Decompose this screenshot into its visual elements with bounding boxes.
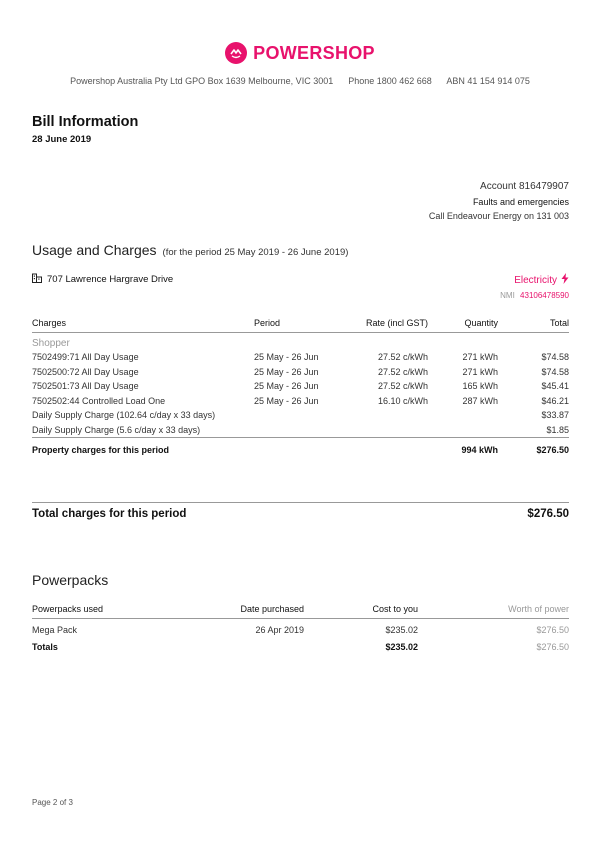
charge-total: $45.41: [541, 381, 569, 392]
charge-quantity: 165 kWh: [462, 381, 498, 392]
summary-total: $276.50: [498, 438, 569, 459]
col-worth: Worth of power: [418, 602, 569, 619]
page-number: Page 2 of 3: [32, 798, 73, 807]
charge-name: 7502501:73 All Day Usage: [32, 381, 139, 392]
company-abn: ABN 41 154 914 075: [446, 76, 530, 86]
charges-header-row: [32, 316, 569, 333]
fuel-type: [514, 273, 569, 287]
charge-rate: 27.52 c/kWh: [377, 381, 428, 392]
fuel-label: Electricity: [514, 274, 557, 286]
building-icon: [32, 273, 42, 286]
charge-period: 25 May - 26 Jun: [254, 352, 319, 363]
lightning-icon: [561, 273, 569, 287]
charge-rate: 27.52 c/kWh: [377, 352, 428, 363]
total-value: $276.50: [527, 508, 569, 520]
address-text: 707 Lawrence Hargrave Drive: [47, 274, 174, 285]
company-info: [0, 76, 600, 86]
powerpacks-header-row: [32, 602, 569, 619]
col-period: Period: [254, 316, 336, 333]
charge-name: 7502500:72 All Day Usage: [32, 366, 139, 377]
charge-name: 7502499:71 All Day Usage: [32, 352, 139, 363]
property-summary-row: [32, 438, 569, 459]
charge-total: $74.58: [541, 352, 569, 363]
property-address: [32, 273, 173, 286]
charge-period: 25 May - 26 Jun: [254, 366, 319, 377]
charge-total: $33.87: [541, 410, 569, 421]
usage-section-title: [32, 242, 348, 258]
col-charges: Charges: [32, 316, 254, 333]
table-row: [32, 394, 569, 409]
table-row: [32, 423, 569, 438]
col-quantity: Quantity: [428, 316, 498, 333]
charge-quantity: 287 kWh: [462, 395, 498, 406]
totals-cost: $235.02: [385, 641, 418, 652]
usage-title: Usage and Charges: [32, 242, 157, 258]
plan-group-row: [32, 333, 569, 351]
nmi: [500, 291, 569, 300]
table-row: [32, 619, 569, 637]
powerpack-date: 26 Apr 2019: [255, 624, 304, 635]
table-row: [32, 350, 569, 365]
nmi-number: 43106478590: [520, 291, 569, 300]
nmi-label: NMI: [500, 291, 515, 300]
total-label: Total charges for this period: [32, 508, 187, 520]
col-cost: Cost to you: [304, 602, 418, 619]
summary-label: Property charges for this period: [32, 438, 428, 459]
charge-rate: 16.10 c/kWh: [377, 395, 428, 406]
account-number: Account 816479907: [480, 181, 569, 192]
charge-total: $1.85: [546, 424, 569, 435]
plan-group-label: Shopper: [32, 338, 70, 349]
faults-contact: Call Endeavour Energy on 131 003: [428, 211, 569, 221]
bill-date: 28 June 2019: [32, 134, 92, 145]
powerpacks-title: Powerpacks: [32, 572, 109, 588]
powerpack-worth: $276.50: [536, 624, 569, 635]
powerpacks-totals-row: [32, 636, 569, 653]
col-powerpacks-used: Powerpacks used: [32, 602, 204, 619]
powerpacks-table: [32, 602, 569, 653]
charge-period: 25 May - 26 Jun: [254, 381, 319, 392]
divider: [32, 502, 569, 503]
charges-table: [32, 316, 569, 458]
charge-quantity: 271 kWh: [462, 366, 498, 377]
usage-period: (for the period 25 May 2019 - 26 June 2019): [162, 247, 349, 258]
col-date-purchased: Date purchased: [204, 602, 304, 619]
table-row: [32, 408, 569, 423]
powerpack-name: Mega Pack: [32, 624, 78, 635]
bill-title: Bill Information: [32, 114, 139, 130]
charge-total: $46.21: [541, 395, 569, 406]
powershop-logo-icon: [225, 42, 247, 64]
totals-label: Totals: [32, 641, 58, 652]
totals-worth: $276.50: [536, 641, 569, 652]
charge-rate: 27.52 c/kWh: [377, 366, 428, 377]
charge-name: 7502502:44 Controlled Load One: [32, 395, 166, 406]
summary-quantity: 994 kWh: [428, 438, 498, 459]
charge-name: Daily Supply Charge (102.64 c/day x 33 days): [32, 410, 216, 421]
col-total: Total: [498, 316, 569, 333]
table-row: [32, 379, 569, 394]
col-rate: Rate (incl GST): [336, 316, 428, 333]
brand-logo: [0, 42, 600, 64]
company-phone: Phone 1800 462 668: [348, 76, 432, 86]
powerpack-cost: $235.02: [385, 624, 418, 635]
company-address: Powershop Australia Pty Ltd GPO Box 1639 Melbourne, VIC 3001: [70, 76, 334, 86]
brand-name: POWERSHOP: [253, 42, 375, 63]
charge-quantity: 271 kWh: [462, 352, 498, 363]
charge-name: Daily Supply Charge (5.6 c/day x 33 days): [32, 424, 201, 435]
charge-total: $74.58: [541, 366, 569, 377]
faults-title: Faults and emergencies: [472, 197, 569, 207]
charge-period: 25 May - 26 Jun: [254, 395, 319, 406]
table-row: [32, 365, 569, 380]
